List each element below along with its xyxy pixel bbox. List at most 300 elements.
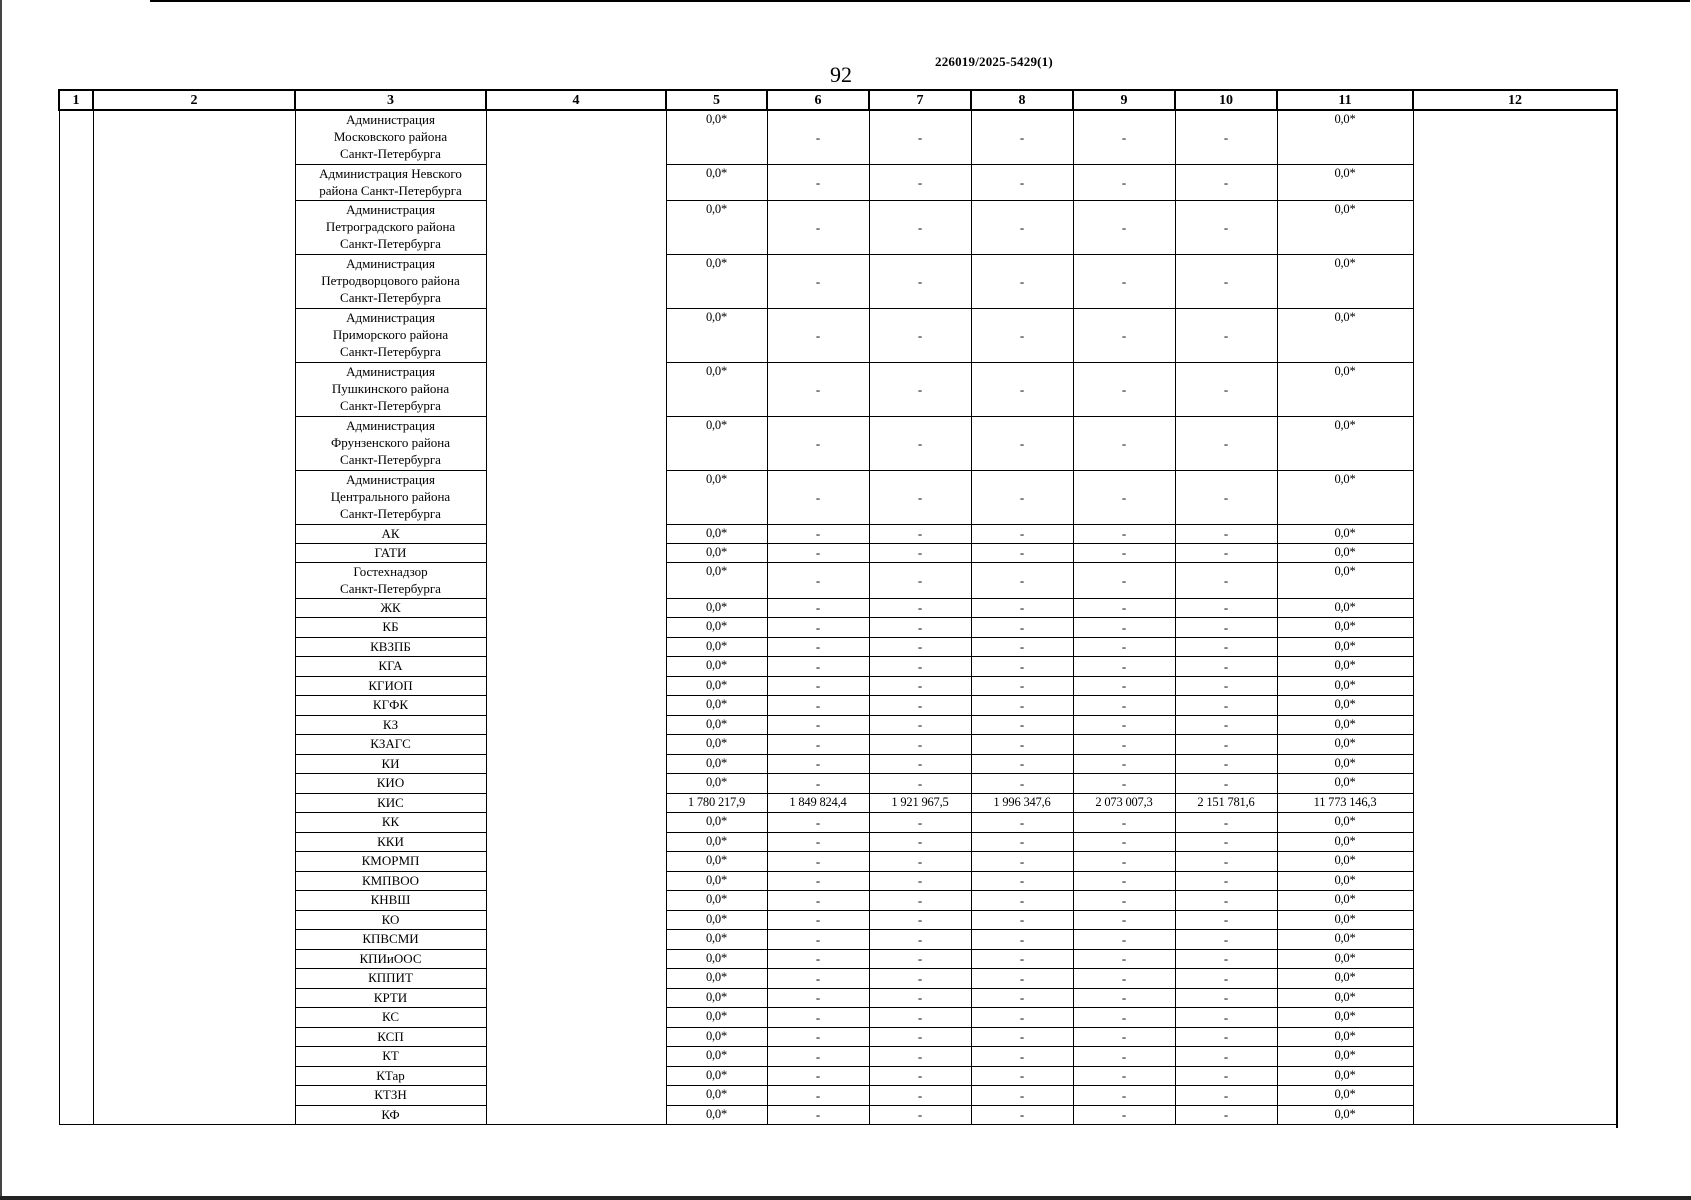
cell-col-2 bbox=[93, 852, 295, 872]
organization-name bbox=[295, 200, 486, 254]
value-c7: - bbox=[869, 813, 971, 833]
table-row bbox=[59, 598, 1617, 618]
cell-col-12 bbox=[1413, 598, 1617, 618]
column-header: 9 bbox=[1073, 90, 1175, 110]
cell-col-4 bbox=[486, 910, 666, 930]
cell-col-12 bbox=[1413, 470, 1617, 524]
value-c7: - bbox=[869, 200, 971, 254]
value-c8: - bbox=[971, 871, 1073, 891]
value-c9: - bbox=[1073, 852, 1175, 872]
value-c7: - bbox=[869, 871, 971, 891]
cell-col-2 bbox=[93, 308, 295, 362]
value-c5: 0,0* bbox=[666, 524, 767, 543]
value-c7: - bbox=[869, 1027, 971, 1047]
value-c11: 0,0* bbox=[1277, 774, 1413, 794]
cell-col-2 bbox=[93, 1027, 295, 1047]
organization-name bbox=[295, 416, 486, 470]
organization-name-line: Администрация bbox=[346, 417, 435, 433]
organization-name-line: КПИиООС bbox=[359, 950, 422, 966]
cell-col-2 bbox=[93, 891, 295, 911]
value-c5: 0,0* bbox=[666, 110, 767, 164]
organization-name bbox=[295, 524, 486, 543]
value-c10: - bbox=[1175, 200, 1277, 254]
value-c9: - bbox=[1073, 598, 1175, 618]
cell-col-2 bbox=[93, 774, 295, 794]
cell-col-12 bbox=[1413, 1008, 1617, 1028]
value-c9: - bbox=[1073, 969, 1175, 989]
value-c7: - bbox=[869, 254, 971, 308]
organization-name bbox=[295, 308, 486, 362]
value-c9: - bbox=[1073, 988, 1175, 1008]
cell-col-1 bbox=[59, 813, 93, 833]
page-number: 92 bbox=[830, 62, 852, 87]
table-row bbox=[59, 696, 1617, 716]
cell-col-4 bbox=[486, 637, 666, 657]
value-c6: - bbox=[767, 891, 869, 911]
cell-col-2 bbox=[93, 657, 295, 677]
value-c5: 0,0* bbox=[666, 735, 767, 755]
cell-col-4 bbox=[486, 110, 666, 164]
value-c6: - bbox=[767, 1066, 869, 1086]
cell-col-1 bbox=[59, 524, 93, 543]
value-c7: - bbox=[869, 1066, 971, 1086]
organization-name-line: КРТИ bbox=[373, 989, 408, 1005]
value-c6: - bbox=[767, 362, 869, 416]
cell-col-4 bbox=[486, 969, 666, 989]
value-c8: - bbox=[971, 164, 1073, 200]
value-c8: - bbox=[971, 1086, 1073, 1106]
value-c9: - bbox=[1073, 832, 1175, 852]
value-c7: - bbox=[869, 470, 971, 524]
cell-col-2 bbox=[93, 832, 295, 852]
value-c10: - bbox=[1175, 416, 1277, 470]
value-c9: - bbox=[1073, 754, 1175, 774]
value-c7: - bbox=[869, 676, 971, 696]
column-header: 4 bbox=[486, 90, 666, 110]
organization-name bbox=[295, 715, 486, 735]
organization-name-line: Петроградского района bbox=[325, 218, 456, 234]
value-c8: - bbox=[971, 200, 1073, 254]
value-c9: - bbox=[1073, 696, 1175, 716]
value-c10: - bbox=[1175, 657, 1277, 677]
cell-col-4 bbox=[486, 754, 666, 774]
value-c7: - bbox=[869, 1105, 971, 1125]
table-row bbox=[59, 735, 1617, 755]
cell-col-4 bbox=[486, 416, 666, 470]
cell-col-2 bbox=[93, 676, 295, 696]
organization-name bbox=[295, 930, 486, 950]
organization-name-line: КМОРМП bbox=[361, 853, 420, 868]
cell-col-1 bbox=[59, 774, 93, 794]
value-c9: - bbox=[1073, 200, 1175, 254]
cell-col-1 bbox=[59, 637, 93, 657]
table-row bbox=[59, 524, 1617, 543]
value-c10: - bbox=[1175, 988, 1277, 1008]
cell-col-12 bbox=[1413, 254, 1617, 308]
cell-col-12 bbox=[1413, 871, 1617, 891]
value-c9: - bbox=[1073, 871, 1175, 891]
cell-col-2 bbox=[93, 1066, 295, 1086]
value-c11: 0,0* bbox=[1277, 1105, 1413, 1125]
value-c5: 0,0* bbox=[666, 543, 767, 562]
cell-col-12 bbox=[1413, 543, 1617, 562]
cell-col-12 bbox=[1413, 1066, 1617, 1086]
cell-col-2 bbox=[93, 524, 295, 543]
cell-col-4 bbox=[486, 715, 666, 735]
value-c5: 0,0* bbox=[666, 949, 767, 969]
value-c8: - bbox=[971, 637, 1073, 657]
value-c11: 0,0* bbox=[1277, 949, 1413, 969]
organization-name bbox=[295, 735, 486, 755]
cell-col-12 bbox=[1413, 618, 1617, 638]
cell-col-4 bbox=[486, 200, 666, 254]
cell-col-4 bbox=[486, 308, 666, 362]
cell-col-2 bbox=[93, 470, 295, 524]
cell-col-2 bbox=[93, 1008, 295, 1028]
cell-col-1 bbox=[59, 852, 93, 872]
organization-name bbox=[295, 852, 486, 872]
organization-name bbox=[295, 1008, 486, 1028]
cell-col-2 bbox=[93, 793, 295, 813]
table-row bbox=[59, 657, 1617, 677]
cell-col-2 bbox=[93, 598, 295, 618]
cell-col-1 bbox=[59, 598, 93, 618]
value-c9: - bbox=[1073, 891, 1175, 911]
value-c8: - bbox=[971, 1008, 1073, 1028]
value-c9: 2 073 007,3 bbox=[1073, 793, 1175, 813]
organization-name-line: Санкт-Петербурга bbox=[340, 451, 441, 467]
organization-name-line: КС bbox=[381, 1009, 400, 1024]
value-c8: - bbox=[971, 416, 1073, 470]
table-row bbox=[59, 416, 1617, 470]
organization-name-line: АК bbox=[381, 525, 400, 541]
value-c11: 0,0* bbox=[1277, 754, 1413, 774]
cell-col-12 bbox=[1413, 308, 1617, 362]
value-c11: 0,0* bbox=[1277, 871, 1413, 891]
table-row bbox=[59, 308, 1617, 362]
value-c6: - bbox=[767, 715, 869, 735]
value-c6: - bbox=[767, 470, 869, 524]
cell-col-2 bbox=[93, 164, 295, 200]
organization-name bbox=[295, 988, 486, 1008]
cell-col-2 bbox=[93, 1047, 295, 1067]
organization-name-line: КВЗПБ bbox=[370, 638, 411, 654]
cell-col-12 bbox=[1413, 988, 1617, 1008]
value-c7: - bbox=[869, 598, 971, 618]
cell-col-4 bbox=[486, 562, 666, 598]
organization-name-line: Гостехнадзор bbox=[353, 563, 428, 579]
value-c10: - bbox=[1175, 362, 1277, 416]
value-c11: 0,0* bbox=[1277, 715, 1413, 735]
cell-col-12 bbox=[1413, 637, 1617, 657]
cell-col-1 bbox=[59, 930, 93, 950]
cell-col-2 bbox=[93, 618, 295, 638]
value-c10: - bbox=[1175, 871, 1277, 891]
organization-name bbox=[295, 696, 486, 716]
table-row bbox=[59, 618, 1617, 638]
value-c8: - bbox=[971, 362, 1073, 416]
table-row bbox=[59, 1086, 1617, 1106]
value-c7: - bbox=[869, 754, 971, 774]
value-c11: 0,0* bbox=[1277, 891, 1413, 911]
value-c8: - bbox=[971, 832, 1073, 852]
value-c10: - bbox=[1175, 1066, 1277, 1086]
value-c6: - bbox=[767, 308, 869, 362]
table-body bbox=[59, 110, 1617, 1125]
cell-col-1 bbox=[59, 715, 93, 735]
value-c8: - bbox=[971, 254, 1073, 308]
value-c9: - bbox=[1073, 254, 1175, 308]
page-left-edge bbox=[0, 0, 2, 1200]
value-c10: - bbox=[1175, 930, 1277, 950]
table-row bbox=[59, 754, 1617, 774]
value-c10: - bbox=[1175, 735, 1277, 755]
organization-name-line: Санкт-Петербурга bbox=[340, 343, 441, 359]
organization-name-line: КЗ bbox=[382, 716, 399, 732]
organization-name bbox=[295, 110, 486, 164]
organization-name-line: КТар bbox=[376, 1067, 405, 1083]
organization-name bbox=[295, 562, 486, 598]
value-c11: 0,0* bbox=[1277, 637, 1413, 657]
organization-name-line: Петродворцового района bbox=[321, 272, 460, 288]
cell-col-2 bbox=[93, 988, 295, 1008]
value-c8: - bbox=[971, 618, 1073, 638]
cell-col-2 bbox=[93, 543, 295, 562]
cell-col-4 bbox=[486, 1008, 666, 1028]
cell-col-2 bbox=[93, 949, 295, 969]
value-c6: - bbox=[767, 949, 869, 969]
organization-name bbox=[295, 164, 486, 200]
cell-col-4 bbox=[486, 524, 666, 543]
value-c10: 2 151 781,6 bbox=[1175, 793, 1277, 813]
cell-col-4 bbox=[486, 774, 666, 794]
value-c10: - bbox=[1175, 754, 1277, 774]
value-c6: - bbox=[767, 1086, 869, 1106]
organization-name bbox=[295, 813, 486, 833]
value-c6: - bbox=[767, 1105, 869, 1125]
value-c6: 1 849 824,4 bbox=[767, 793, 869, 813]
value-c6: - bbox=[767, 696, 869, 716]
value-c7: - bbox=[869, 1047, 971, 1067]
value-c7: - bbox=[869, 562, 971, 598]
value-c6: - bbox=[767, 164, 869, 200]
cell-col-2 bbox=[93, 637, 295, 657]
value-c11: 0,0* bbox=[1277, 254, 1413, 308]
column-header: 12 bbox=[1413, 90, 1617, 110]
column-header: 6 bbox=[767, 90, 869, 110]
value-c5: 0,0* bbox=[666, 1066, 767, 1086]
value-c6: - bbox=[767, 871, 869, 891]
table-row bbox=[59, 362, 1617, 416]
value-c10: - bbox=[1175, 598, 1277, 618]
value-c10: - bbox=[1175, 813, 1277, 833]
value-c6: - bbox=[767, 200, 869, 254]
cell-col-1 bbox=[59, 969, 93, 989]
cell-col-1 bbox=[59, 1027, 93, 1047]
value-c11: 0,0* bbox=[1277, 562, 1413, 598]
value-c5: 0,0* bbox=[666, 715, 767, 735]
value-c5: 0,0* bbox=[666, 164, 767, 200]
value-c8: - bbox=[971, 910, 1073, 930]
value-c6: - bbox=[767, 657, 869, 677]
cell-col-4 bbox=[486, 1105, 666, 1125]
table-row bbox=[59, 891, 1617, 911]
organization-name-line: района Санкт-Петербурга bbox=[319, 182, 462, 198]
table-row bbox=[59, 871, 1617, 891]
value-c8: - bbox=[971, 657, 1073, 677]
organization-name bbox=[295, 891, 486, 911]
value-c7: 1 921 967,5 bbox=[869, 793, 971, 813]
cell-col-1 bbox=[59, 871, 93, 891]
cell-col-4 bbox=[486, 362, 666, 416]
cell-col-4 bbox=[486, 543, 666, 562]
value-c5: 0,0* bbox=[666, 774, 767, 794]
table-row bbox=[59, 930, 1617, 950]
cell-col-4 bbox=[486, 930, 666, 950]
organization-name-line: Санкт-Петербурга bbox=[340, 505, 441, 521]
table-row bbox=[59, 793, 1617, 813]
cell-col-12 bbox=[1413, 696, 1617, 716]
value-c8: - bbox=[971, 676, 1073, 696]
value-c8: - bbox=[971, 735, 1073, 755]
value-c6: - bbox=[767, 676, 869, 696]
cell-col-1 bbox=[59, 988, 93, 1008]
value-c6: - bbox=[767, 774, 869, 794]
cell-col-1 bbox=[59, 416, 93, 470]
value-c10: - bbox=[1175, 1027, 1277, 1047]
organization-name bbox=[295, 1047, 486, 1067]
value-c8: - bbox=[971, 110, 1073, 164]
table-row bbox=[59, 910, 1617, 930]
cell-col-12 bbox=[1413, 793, 1617, 813]
organization-name bbox=[295, 362, 486, 416]
value-c9: - bbox=[1073, 1047, 1175, 1067]
column-header: 5 bbox=[666, 90, 767, 110]
cell-col-12 bbox=[1413, 657, 1617, 677]
organization-name-line: Администрация bbox=[346, 201, 435, 217]
value-c7: - bbox=[869, 110, 971, 164]
value-c11: 0,0* bbox=[1277, 1066, 1413, 1086]
value-c8: - bbox=[971, 949, 1073, 969]
value-c9: - bbox=[1073, 1105, 1175, 1125]
value-c8: - bbox=[971, 308, 1073, 362]
cell-col-12 bbox=[1413, 1027, 1617, 1047]
value-c6: - bbox=[767, 969, 869, 989]
organization-name bbox=[295, 543, 486, 562]
cell-col-2 bbox=[93, 1086, 295, 1106]
value-c11: 0,0* bbox=[1277, 988, 1413, 1008]
value-c11: 0,0* bbox=[1277, 470, 1413, 524]
table-row bbox=[59, 969, 1617, 989]
value-c7: - bbox=[869, 618, 971, 638]
value-c6: - bbox=[767, 1047, 869, 1067]
organization-name-line: КНВШ bbox=[370, 892, 411, 907]
value-c11: 0,0* bbox=[1277, 1086, 1413, 1106]
value-c7: - bbox=[869, 696, 971, 716]
cell-col-4 bbox=[486, 676, 666, 696]
cell-col-1 bbox=[59, 696, 93, 716]
value-c9: - bbox=[1073, 1066, 1175, 1086]
value-c11: 0,0* bbox=[1277, 362, 1413, 416]
value-c9: - bbox=[1073, 110, 1175, 164]
value-c9: - bbox=[1073, 362, 1175, 416]
cell-col-2 bbox=[93, 735, 295, 755]
value-c5: 0,0* bbox=[666, 416, 767, 470]
value-c5: 0,0* bbox=[666, 308, 767, 362]
value-c5: 0,0* bbox=[666, 1086, 767, 1106]
organization-name-line: КГА bbox=[378, 658, 403, 673]
value-c8: - bbox=[971, 562, 1073, 598]
value-c6: - bbox=[767, 524, 869, 543]
value-c11: 0,0* bbox=[1277, 416, 1413, 470]
table-row bbox=[59, 1105, 1617, 1125]
cell-col-12 bbox=[1413, 735, 1617, 755]
value-c5: 0,0* bbox=[666, 930, 767, 950]
organization-name-line: Центрального района bbox=[330, 488, 451, 504]
organization-name-line: Санкт-Петербурга bbox=[340, 397, 441, 413]
value-c5: 0,0* bbox=[666, 470, 767, 524]
value-c11: 0,0* bbox=[1277, 813, 1413, 833]
cell-col-4 bbox=[486, 832, 666, 852]
value-c7: - bbox=[869, 164, 971, 200]
column-header: 11 bbox=[1277, 90, 1413, 110]
value-c8: - bbox=[971, 813, 1073, 833]
organization-name-line: Администрация bbox=[346, 363, 435, 379]
value-c10: - bbox=[1175, 715, 1277, 735]
value-c5: 1 780 217,9 bbox=[666, 793, 767, 813]
table-row bbox=[59, 110, 1617, 164]
value-c5: 0,0* bbox=[666, 871, 767, 891]
column-header: 3 bbox=[295, 90, 486, 110]
value-c9: - bbox=[1073, 930, 1175, 950]
table-row bbox=[59, 164, 1617, 200]
organization-name bbox=[295, 1105, 486, 1125]
cell-col-12 bbox=[1413, 715, 1617, 735]
value-c5: 0,0* bbox=[666, 813, 767, 833]
organization-name bbox=[295, 871, 486, 891]
organization-name-line: ККИ bbox=[377, 833, 404, 849]
value-c11: 0,0* bbox=[1277, 598, 1413, 618]
value-c9: - bbox=[1073, 637, 1175, 657]
organization-name-line: Санкт-Петербурга bbox=[340, 235, 441, 251]
cell-col-4 bbox=[486, 1066, 666, 1086]
cell-col-12 bbox=[1413, 676, 1617, 696]
table-row bbox=[59, 562, 1617, 598]
value-c5: 0,0* bbox=[666, 696, 767, 716]
value-c6: - bbox=[767, 110, 869, 164]
cell-col-1 bbox=[59, 110, 93, 164]
cell-col-12 bbox=[1413, 200, 1617, 254]
value-c10: - bbox=[1175, 774, 1277, 794]
value-c11: 0,0* bbox=[1277, 910, 1413, 930]
cell-col-4 bbox=[486, 164, 666, 200]
cell-col-2 bbox=[93, 416, 295, 470]
value-c5: 0,0* bbox=[666, 1105, 767, 1125]
value-c7: - bbox=[869, 715, 971, 735]
cell-col-4 bbox=[486, 254, 666, 308]
value-c6: - bbox=[767, 813, 869, 833]
organization-name-line: КК bbox=[381, 814, 400, 829]
value-c6: - bbox=[767, 754, 869, 774]
value-c10: - bbox=[1175, 676, 1277, 696]
cell-col-2 bbox=[93, 254, 295, 308]
value-c10: - bbox=[1175, 110, 1277, 164]
value-c9: - bbox=[1073, 618, 1175, 638]
cell-col-1 bbox=[59, 832, 93, 852]
value-c8: - bbox=[971, 715, 1073, 735]
cell-col-12 bbox=[1413, 562, 1617, 598]
value-c7: - bbox=[869, 930, 971, 950]
